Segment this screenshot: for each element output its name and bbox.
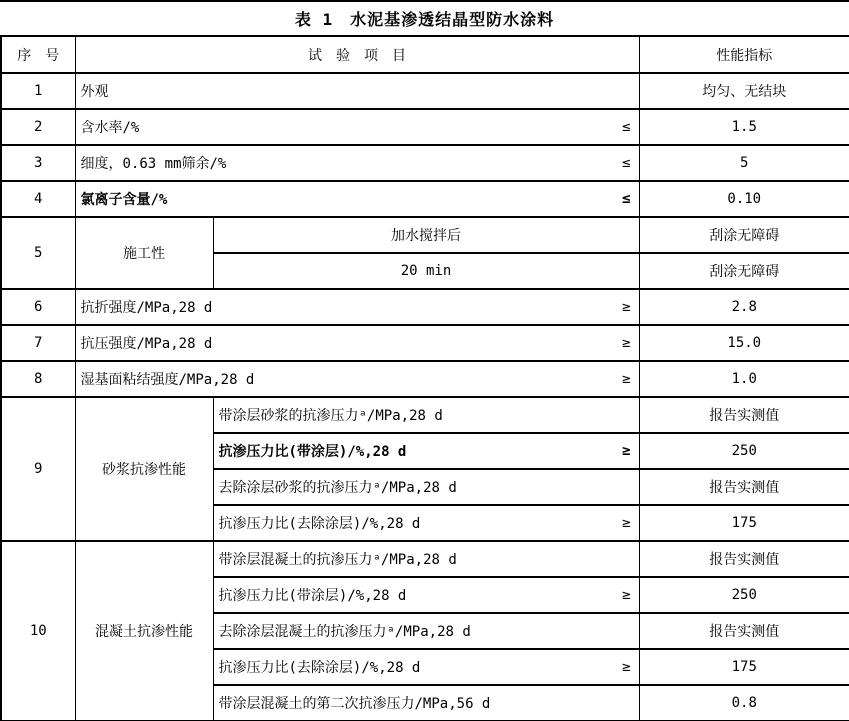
greater-equal-symbol: ≥ bbox=[622, 299, 631, 315]
greater-equal-symbol: ≥ bbox=[622, 443, 631, 459]
indicator-value: 报告实测值 bbox=[639, 613, 849, 649]
test-item-cell bbox=[75, 289, 639, 325]
indicator-value: 报告实测值 bbox=[639, 541, 849, 577]
data-table bbox=[0, 35, 849, 721]
sub-item-cell bbox=[213, 685, 639, 721]
row-index: 3 bbox=[1, 145, 75, 181]
header-test-item: 试 验 项 目 bbox=[75, 36, 639, 73]
sub-item-cell bbox=[213, 649, 639, 685]
sub-item-label: 去除涂层混凝土的抗渗压力ᵃ/MPa,28 d bbox=[218, 624, 471, 640]
test-item-label: 抗压强度/MPa,28 d bbox=[80, 336, 213, 352]
sub-item-cell bbox=[213, 577, 639, 613]
table-row-6 bbox=[1, 289, 849, 325]
page-title: 表 1 水泥基渗透结晶型防水涂料 bbox=[294, 10, 555, 29]
indicator-value: 1.5 bbox=[639, 109, 849, 145]
sub-item-cell: 20 min bbox=[213, 253, 639, 289]
test-item-cell bbox=[75, 361, 639, 397]
row-index: 1 bbox=[1, 73, 75, 109]
test-item-cell bbox=[75, 109, 639, 145]
sub-item-label: 抗渗压力比(去除涂层)/%,28 d bbox=[218, 516, 421, 532]
sub-item-cell bbox=[213, 505, 639, 541]
table-row-3 bbox=[1, 145, 849, 181]
less-equal-symbol: ≤ bbox=[622, 119, 631, 135]
table-row-8 bbox=[1, 361, 849, 397]
row-index: 9 bbox=[1, 397, 75, 541]
indicator-value: 0.10 bbox=[639, 181, 849, 217]
sub-item-cell bbox=[213, 541, 639, 577]
test-item-label: 氯离子含量/% bbox=[80, 192, 168, 208]
sub-item-label: 带涂层混凝土的抗渗压力ᵃ/MPa,28 d bbox=[218, 552, 457, 568]
sub-item-cell bbox=[213, 397, 639, 433]
sub-item-cell: 加水搅拌后 bbox=[213, 217, 639, 253]
category-cell: 砂浆抗渗性能 bbox=[75, 397, 213, 541]
indicator-value: 0.8 bbox=[639, 685, 849, 721]
greater-equal-symbol: ≥ bbox=[622, 335, 631, 351]
row-index: 2 bbox=[1, 109, 75, 145]
indicator-value: 报告实测值 bbox=[639, 469, 849, 505]
table-row-4 bbox=[1, 181, 849, 217]
table-row-5 bbox=[1, 217, 849, 253]
row-index: 10 bbox=[1, 541, 75, 721]
category-cell: 混凝土抗渗性能 bbox=[75, 541, 213, 721]
indicator-value: 5 bbox=[639, 145, 849, 181]
indicator-value: 2.8 bbox=[639, 289, 849, 325]
sub-item-cell bbox=[213, 433, 639, 469]
row-index: 4 bbox=[1, 181, 75, 217]
indicator-value: 175 bbox=[639, 649, 849, 685]
header-indicator: 性能指标 bbox=[639, 36, 849, 73]
sub-item-cell bbox=[213, 469, 639, 505]
indicator-value: 刮涂无障碍 bbox=[639, 253, 849, 289]
sub-item-cell bbox=[213, 613, 639, 649]
row-index: 7 bbox=[1, 325, 75, 361]
sub-item-label: 带涂层砂浆的抗渗压力ᵃ/MPa,28 d bbox=[218, 408, 443, 424]
test-item-label: 抗折强度/MPa,28 d bbox=[80, 300, 213, 316]
less-equal-symbol: ≤ bbox=[622, 155, 631, 171]
indicator-value: 250 bbox=[639, 577, 849, 613]
sub-item-label: 抗渗压力比(带涂层)/%,28 d bbox=[218, 444, 407, 460]
row-index: 6 bbox=[1, 289, 75, 325]
category-cell: 施工性 bbox=[75, 217, 213, 289]
header-index: 序 号 bbox=[1, 36, 75, 73]
greater-equal-symbol: ≥ bbox=[622, 587, 631, 603]
indicator-value: 刮涂无障碍 bbox=[639, 217, 849, 253]
test-item-label: 湿基面粘结强度/MPa,28 d bbox=[80, 372, 255, 388]
test-item-cell bbox=[75, 181, 639, 217]
table-row-9 bbox=[1, 397, 849, 433]
indicator-value: 175 bbox=[639, 505, 849, 541]
indicator-value: 报告实测值 bbox=[639, 397, 849, 433]
greater-equal-symbol: ≥ bbox=[622, 371, 631, 387]
indicator-value: 均匀、无结块 bbox=[639, 73, 849, 109]
less-equal-symbol: ≤ bbox=[622, 191, 631, 207]
greater-equal-symbol: ≥ bbox=[622, 659, 631, 675]
test-item-cell bbox=[75, 325, 639, 361]
sub-item-label: 去除涂层砂浆的抗渗压力ᵃ/MPa,28 d bbox=[218, 480, 457, 496]
table-header-row bbox=[1, 36, 849, 73]
sub-item-label: 带涂层混凝土的第二次抗渗压力/MPa,56 d bbox=[218, 696, 491, 712]
indicator-value: 250 bbox=[639, 433, 849, 469]
test-item-cell bbox=[75, 145, 639, 181]
test-item-label: 含水率/% bbox=[80, 120, 140, 136]
table-row-1 bbox=[1, 73, 849, 109]
sub-item-label: 抗渗压力比(去除涂层)/%,28 d bbox=[218, 660, 421, 676]
row-index: 8 bbox=[1, 361, 75, 397]
sub-item-label: 抗渗压力比(带涂层)/%,28 d bbox=[218, 588, 407, 604]
table-row-10 bbox=[1, 541, 849, 577]
indicator-value: 15.0 bbox=[639, 325, 849, 361]
row-index: 5 bbox=[1, 217, 75, 289]
table-row-7 bbox=[1, 325, 849, 361]
test-item-label: 细度，0.63 mm筛余/% bbox=[80, 156, 227, 172]
indicator-value: 1.0 bbox=[639, 361, 849, 397]
greater-equal-symbol: ≥ bbox=[622, 515, 631, 531]
table-row-2 bbox=[1, 109, 849, 145]
test-item-cell: 外观 bbox=[75, 73, 639, 109]
